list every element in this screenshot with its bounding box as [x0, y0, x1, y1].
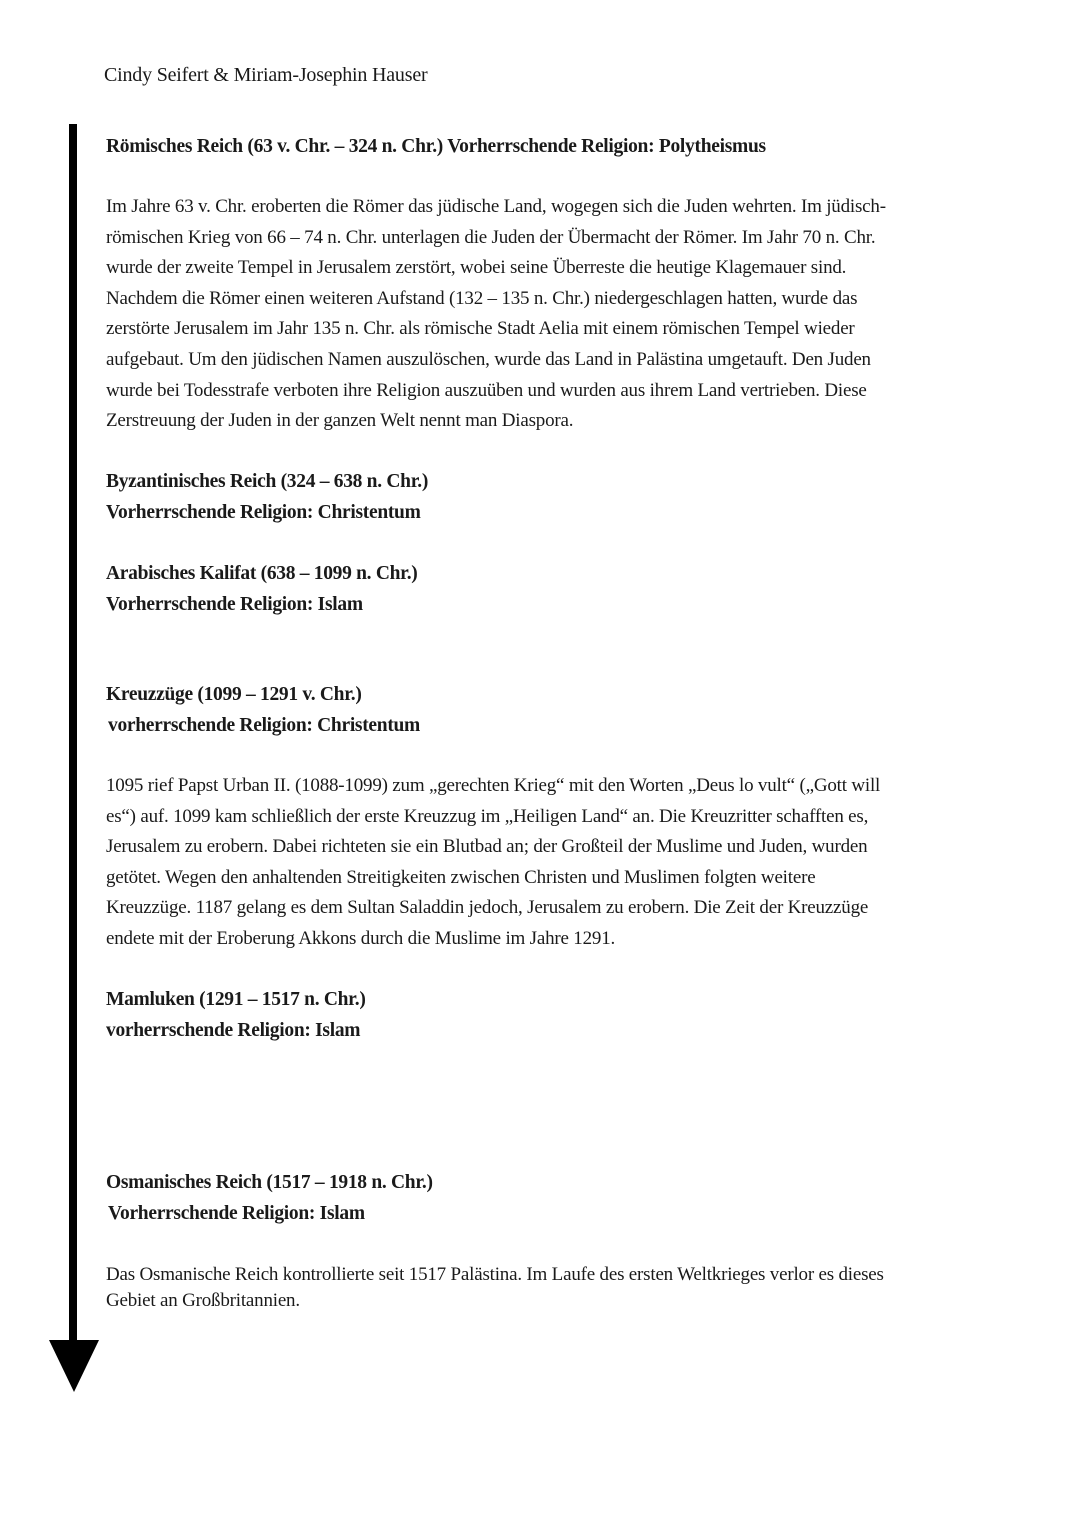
timeline-arrow-shaft	[69, 124, 77, 1348]
arrow-down-icon	[49, 1340, 99, 1392]
paragraph-line: Gebiet an Großbritannien.	[106, 1290, 300, 1311]
section-religion: vorherrschende Religion: Islam	[106, 1020, 361, 1041]
section-religion: Vorherrschende Religion: Islam	[108, 1203, 365, 1224]
section-heading: Byzantinisches Reich (324 – 638 n. Chr.)	[106, 471, 429, 492]
section-arab-caliphate	[106, 558, 986, 620]
section-religion: Vorherrschende Religion: Christentum	[106, 502, 421, 523]
paragraph-line: aufgebaut. Um den jüdischen Namen auszulöschen, wurde das Land in Palästina umgetauft. Den Juden	[106, 348, 871, 370]
paragraph-line: Das Osmanische Reich kontrollierte seit 1517 Palästina. Im Laufe des ersten Weltkrieges verlor es dieses	[106, 1264, 884, 1285]
crusades-paragraph	[106, 771, 986, 955]
section-heading: Römisches Reich (63 v. Chr. – 324 n. Chr.) Vorherrschende Religion: Polytheismus	[106, 136, 766, 157]
paragraph-line: 1095 rief Papst Urban II. (1088-1099) zum „gerechten Krieg“ mit den Worten „Deus lo vult“ („Gott will	[106, 775, 881, 796]
roman-empire-paragraph	[106, 192, 986, 437]
ottoman-paragraph	[106, 1262, 986, 1314]
paragraph-line: endete mit der Eroberung Akkons durch die Muslime im Jahre 1291.	[106, 927, 616, 949]
paragraph-line: wurde bei Todesstrafe verboten ihre Religion auszuüben und wurden aus ihrem Land vertrieben. Diese	[106, 379, 867, 401]
paragraph-line: Jerusalem zu erobern. Dabei richteten sie ein Blutbad an; der Großteil der Muslime und Juden, wurden	[106, 836, 868, 858]
section-byzantine-empire	[106, 466, 986, 528]
author-line: Cindy Seifert & Miriam-Josephin Hauser	[104, 64, 428, 86]
section-heading: Mamluken (1291 – 1517 n. Chr.)	[106, 989, 366, 1010]
section-mamluks	[106, 984, 986, 1046]
paragraph-line: wurde der zweite Tempel in Jerusalem zerstört, wobei seine Überreste die heutige Klagemauer sind.	[106, 257, 847, 279]
section-religion: vorherrschende Religion: Christentum	[108, 715, 420, 736]
section-religion: Vorherrschende Religion: Islam	[106, 594, 363, 615]
section-ottoman-empire	[106, 1167, 986, 1229]
paragraph-line: Im Jahre 63 v. Chr. eroberten die Römer das jüdische Land, wogegen sich die Juden wehrten. Im jüdisch-	[106, 196, 886, 217]
section-heading: Kreuzzüge (1099 – 1291 v. Chr.)	[106, 684, 362, 705]
section-heading: Osmanisches Reich (1517 – 1918 n. Chr.)	[106, 1172, 433, 1193]
paragraph-line: Nachdem die Römer einen weiteren Aufstand (132 – 135 n. Chr.) niedergeschlagen hatten, wurde das	[106, 287, 858, 309]
paragraph-line: römischen Krieg von 66 – 74 n. Chr. unterlagen die Juden der Übermacht der Römer. Im Jahr 70 n. Chr.	[106, 226, 876, 248]
paragraph-line: Zerstreuung der Juden in der ganzen Welt nennt man Diaspora.	[106, 410, 574, 432]
section-roman-empire	[106, 131, 986, 162]
section-crusades	[106, 679, 986, 741]
paragraph-line: Kreuzzüge. 1187 gelang es dem Sultan Saladdin jedoch, Jerusalem zu erobern. Die Zeit der Kreuzzüge	[106, 897, 869, 919]
paragraph-line: getötet. Wegen den anhaltenden Streitigkeiten zwischen Christen und Muslimen folgten weitere	[106, 866, 816, 888]
section-heading: Arabisches Kalifat (638 – 1099 n. Chr.)	[106, 563, 418, 584]
paragraph-line: zerstörte Jerusalem im Jahr 135 n. Chr. als römische Stadt Aelia mit einem römischen Tempel wieder	[106, 318, 855, 340]
paragraph-line: es“) auf. 1099 kam schließlich der erste Kreuzzug im „Heiligen Land“ an. Die Kreuzritter schafften es,	[106, 805, 869, 827]
